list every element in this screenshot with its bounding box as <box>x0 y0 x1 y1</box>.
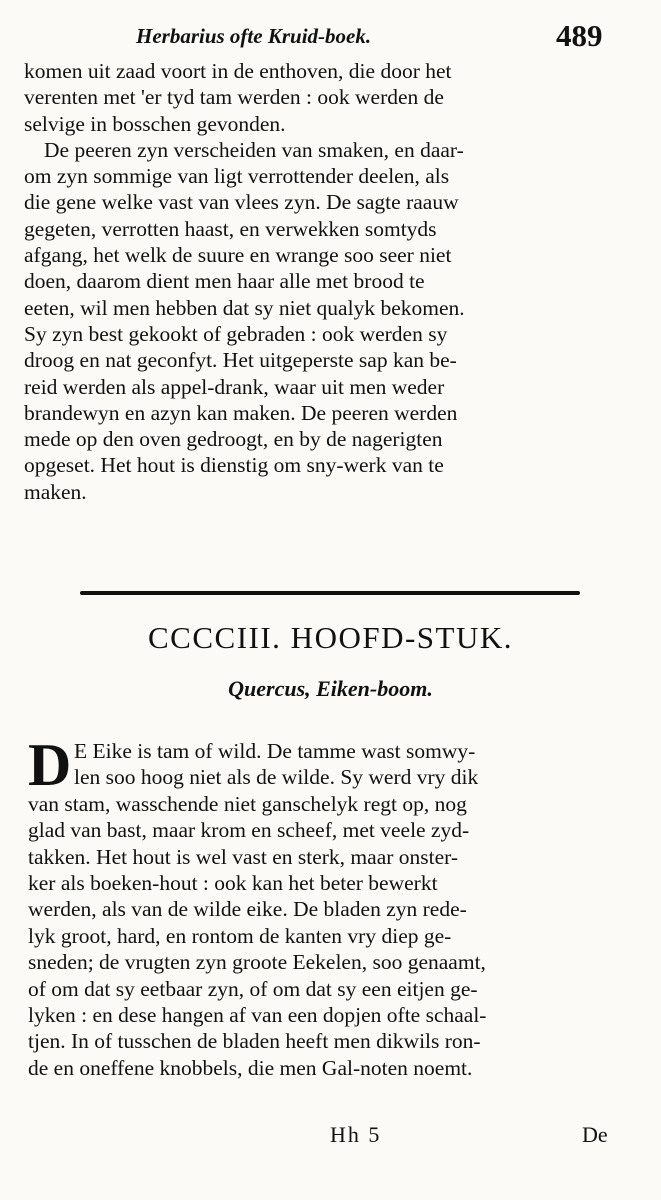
text-line: droog en nat geconfyt. Het uitgeperste sap kan be- <box>24 348 457 373</box>
page-number: 489 <box>556 18 603 53</box>
drop-cap: D <box>28 732 72 798</box>
text-line: of om dat sy eetbaar zyn, of om dat sy een eitjen ge- <box>28 976 478 1001</box>
text-line: brandewyn en azyn kan maken. De peeren werden <box>24 400 458 425</box>
text-line: sneden; de vrugten zyn groote Eekelen, soo genaamt, <box>28 950 486 975</box>
text-line: afgang, het welk de suure en wrange soo seer niet <box>24 243 452 268</box>
text-line: werden, als van de wilde eike. De bladen zyn rede- <box>28 897 467 922</box>
signature-mark: Hh 5 <box>330 1122 382 1147</box>
text-line: maken. <box>24 479 87 504</box>
paragraph-1 <box>24 58 620 137</box>
text-line: verenten met 'er tyd tam werden : ook werden de <box>24 85 444 110</box>
page-header <box>0 14 661 58</box>
text-line: doen, daarom dient men haar alle met brood te <box>24 269 425 294</box>
text-line: Sy zyn best gekookt of gebraden : ook werden sy <box>24 321 448 346</box>
text-line: ker als boeken-hout : ook kan het beter bewerkt <box>28 871 438 896</box>
section-divider <box>80 591 580 595</box>
text-line: E Eike is tam of wild. De tamme wast somwy- <box>74 739 476 763</box>
text-line: opgeset. Het hout is dienstig om sny-werk van te <box>24 453 444 478</box>
text-line: mede op den oven gedroogt, en by de nagerigten <box>24 427 443 452</box>
page-footer <box>0 1122 661 1152</box>
text-line: glad van bast, maar krom en scheef, met veele zyd- <box>28 818 470 843</box>
running-title: Herbarius ofte Kruid-boek. <box>136 24 372 48</box>
chapter-title: CCCCIII. HOOFD-STUK. <box>148 620 513 655</box>
catchword: De <box>582 1122 608 1147</box>
body-text <box>24 58 620 505</box>
text-line: len soo hoog niet als de wilde. Sy werd vry dik <box>74 765 479 790</box>
text-line: eeten, wil men hebben dat sy niet qualyk bekomen. <box>24 295 465 320</box>
paragraph-3 <box>28 732 620 1081</box>
text-line: gegeten, verrotten haast, en verwekken somtyds <box>24 216 437 241</box>
text-line: de en oneffene knobbels, die men Gal-noten noemt. <box>28 1055 473 1080</box>
text-line: De peeren zyn verscheiden van smaken, en daar- <box>44 137 464 162</box>
text-line: reid werden als appel-drank, waar uit men weder <box>24 374 445 399</box>
text-line: komen uit zaad voort in de enthoven, die door het <box>24 59 452 83</box>
text-line: van stam, wasschende niet ganschelyk regt op, nog <box>28 791 467 816</box>
text-line: die gene welke vast van vlees zyn. De sagte raauw <box>24 190 459 215</box>
paragraph-2 <box>24 137 620 505</box>
text-line: lyk groot, hard, en rontom de kanten vry diep ge- <box>28 923 452 948</box>
text-line: takken. Het hout is wel vast en sterk, maar onster- <box>28 844 459 869</box>
text-line: om zyn sommige van ligt verrottender deelen, als <box>24 164 450 189</box>
text-line: tjen. In of tusschen de bladen heeft men dikwils ron- <box>28 1029 481 1054</box>
text-line: lyken : en dese hangen af van een dopjen ofte schaal- <box>28 1003 487 1028</box>
chapter-subtitle: Quercus, Eiken-boom. <box>228 676 433 701</box>
text-line: selvige in bosschen gevonden. <box>24 111 286 136</box>
